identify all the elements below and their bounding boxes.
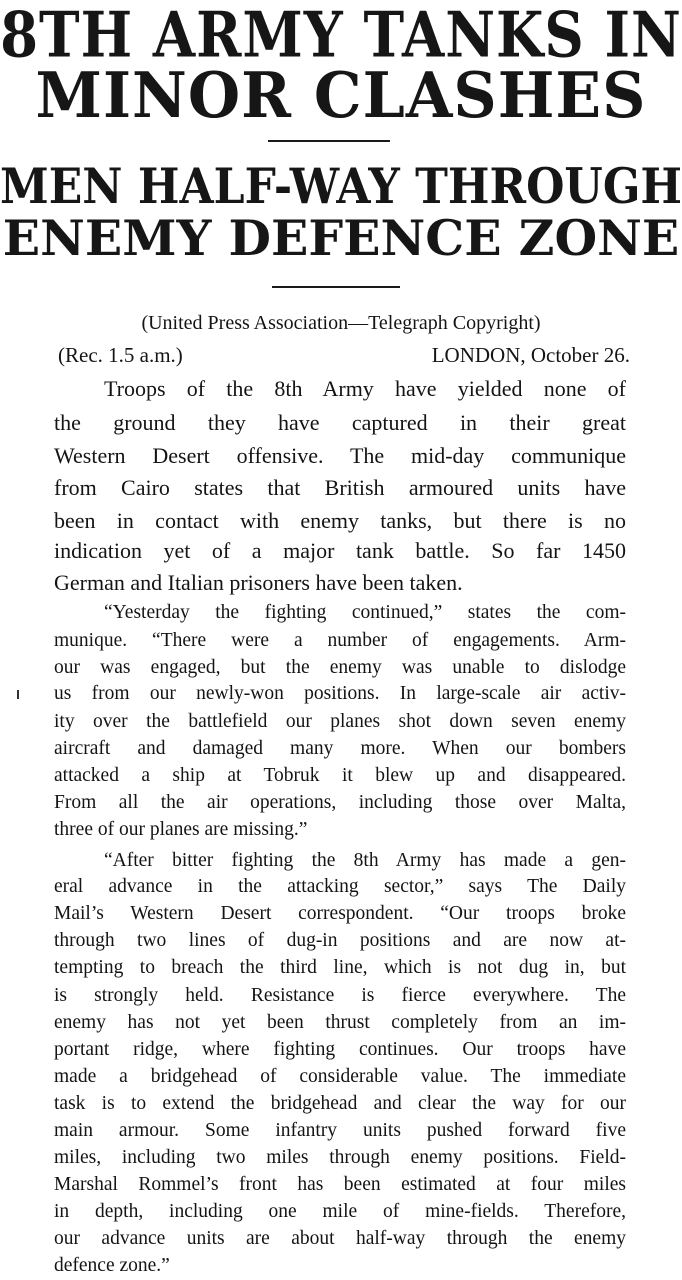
body-line: three of our planes are missing.” (54, 819, 308, 840)
body-line: Troops of the 8th Army have yielded none of (104, 376, 626, 401)
body-line: “After bitter fighting the 8th Army has made a gen- (104, 850, 626, 871)
body-line: indication yet of a major tank battle. So far 1450 (54, 538, 626, 563)
body-line: ity over the battlefield our planes shot down seven enemy (54, 711, 626, 732)
print-blemish (17, 690, 19, 699)
body-line: in depth, including one mile of mine-fields. Therefore, (54, 1201, 626, 1222)
body-line: Mail’s Western Desert correspondent. “Our troops broke (54, 903, 626, 924)
body-line: Marshal Rommel’s front has been estimated at four miles (54, 1174, 626, 1195)
headline-line-1: 8TH ARMY TANKS IN (0, 0, 682, 73)
subheadline-line-2: ENEMY DEFENCE ZONE (2, 209, 680, 267)
subheadline-line-1: MEN HALF-WAY THROUGH (0, 157, 682, 215)
body-line: us from our newly-won positions. In large-scale air activ- (54, 683, 626, 704)
wire-credit: (United Press Association—Telegraph Copyright) (141, 312, 541, 334)
body-line: our advance units are about half-way through the enemy (54, 1228, 626, 1249)
body-line: munique. “There were a number of engagements. Arm- (54, 630, 626, 651)
body-line: German and Italian prisoners have been taken. (54, 570, 463, 595)
body-line: the ground they have captured in their great (54, 410, 626, 435)
body-line: is strongly held. Resistance is fierce everywhere. The (54, 985, 626, 1006)
body-line: from Cairo states that British armoured units have (54, 475, 626, 500)
body-line: been in contact with enemy tanks, but there is no (54, 508, 626, 533)
headline-line-2: MINOR CLASHES (35, 59, 647, 133)
body-line: miles, including two miles through enemy positions. Field- (54, 1147, 626, 1168)
body-line: made a bridgehead of considerable value. The immediate (54, 1066, 626, 1087)
body-line: task is to extend the bridgehead and clear the way for our (54, 1093, 626, 1114)
body-line: “Yesterday the fighting continued,” states the com- (104, 602, 626, 623)
received-time: (Rec. 1.5 a.m.) (58, 343, 183, 367)
body-line: main armour. Some infantry units pushed forward five (54, 1120, 626, 1141)
body-line: through two lines of dug-in positions and are now at- (54, 930, 626, 951)
body-line: defence zone.” (54, 1255, 170, 1276)
body-line: From all the air operations, including those over Malta, (54, 792, 626, 813)
body-line: Western Desert offensive. The mid-day communique (54, 443, 626, 468)
body-line: eral advance in the attacking sector,” says The Daily (54, 876, 626, 897)
body-line: tempting to breach the third line, which is not dug in, but (54, 957, 626, 978)
body-line: our was engaged, but the enemy was unable to dislodge (54, 657, 626, 678)
body-line: aircraft and damaged many more. When our bombers (54, 738, 626, 759)
body-line: portant ridge, where fighting continues. Our troops have (54, 1039, 626, 1060)
body-line: enemy has not yet been thrust completely from an im- (54, 1012, 626, 1033)
subheadline-divider (272, 286, 400, 288)
place-date: LONDON, October 26. (431, 343, 630, 367)
headline-divider (268, 140, 390, 142)
body-line: attacked a ship at Tobruk it blew up and disappeared. (54, 765, 626, 786)
